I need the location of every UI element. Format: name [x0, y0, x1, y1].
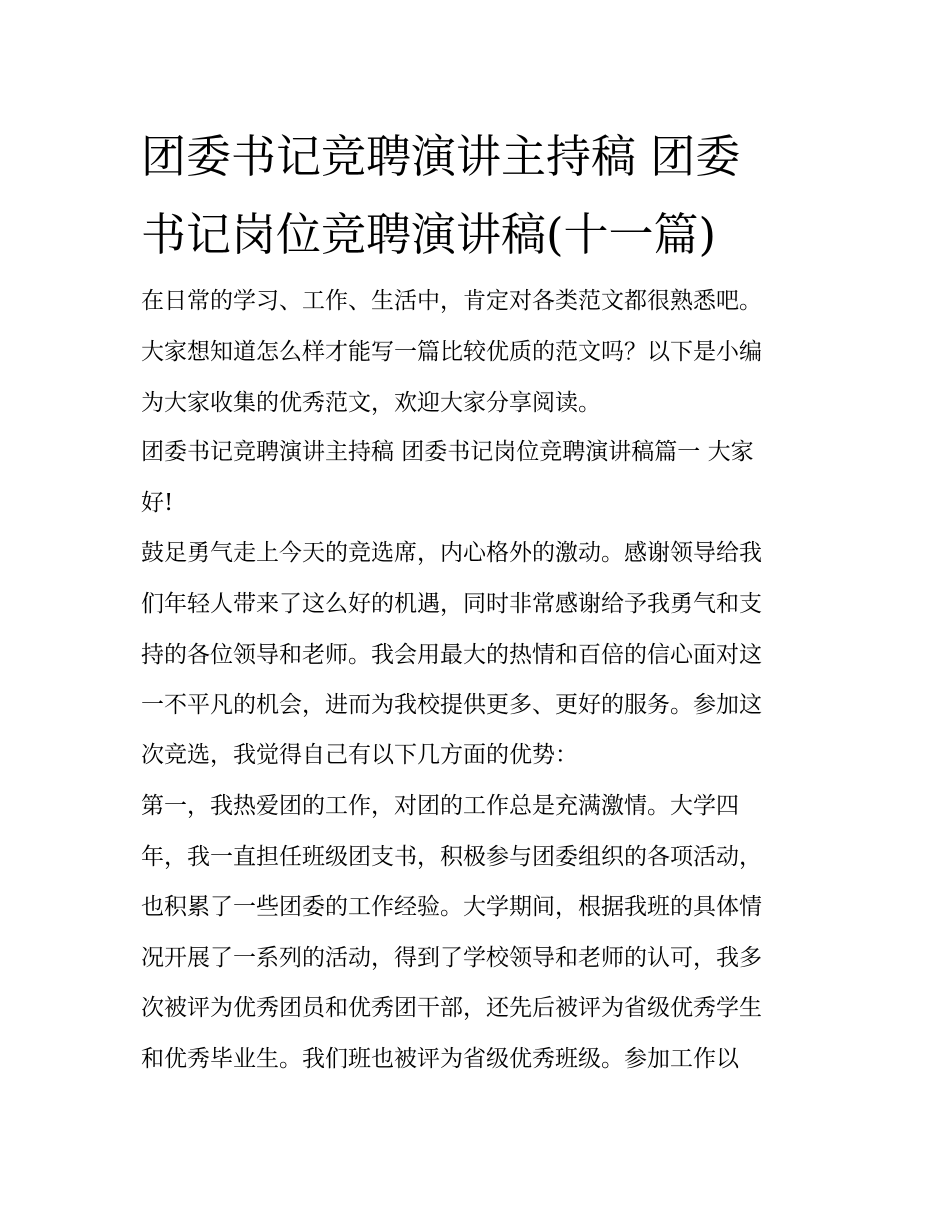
body-text-line: 持的各位领导和老师。我会用最大的热情和百倍的信心面对这	[141, 642, 762, 668]
body-text-line: 大家想知道怎么样才能写一篇比较优质的范文吗？以下是小编	[141, 339, 762, 365]
body-text-line: 和优秀毕业生。我们班也被评为省级优秀班级。参加工作以	[141, 1046, 739, 1072]
body-text-line: 一不平凡的机会，进而为我校提供更多、更好的服务。参加这	[141, 692, 762, 718]
body-text-line: 们年轻人带来了这么好的机遇，同时非常感谢给予我勇气和支	[141, 591, 762, 617]
body-text-line: 第一，我热爱团的工作，对团的工作总是充满激情。大学四	[141, 793, 739, 819]
body-text-line: 鼓足勇气走上今天的竞选席，内心格外的激动。感谢领导给我	[141, 540, 762, 566]
body-text-line: 次被评为优秀团员和优秀团干部，还先后被评为省级优秀学生	[141, 995, 762, 1021]
body-text-line: 也积累了一些团委的工作经验。大学期间，根据我班的具体情	[141, 894, 762, 920]
body-text-line: 为大家收集的优秀范文，欢迎大家分享阅读。	[141, 390, 601, 416]
body-text-line: 年，我一直担任班级团支书，积极参与团委组织的各项活动，	[141, 844, 762, 870]
body-text-line: 况开展了一系列的活动，得到了学校领导和老师的认可，我多	[141, 945, 762, 971]
body-text-line: 次竞选，我觉得自己有以下几方面的优势：	[141, 742, 578, 768]
title-line: 团委书记竞聘演讲主持稿 团委	[141, 130, 741, 183]
body-text-line: 好!	[141, 490, 174, 516]
title-line: 书记岗位竞聘演讲稿(十一篇)	[141, 208, 717, 261]
body-text-line: 团委书记竞聘演讲主持稿 团委书记岗位竞聘演讲稿篇一 大家	[141, 439, 754, 465]
document-title	[141, 118, 821, 274]
body-text-line: 在日常的学习、工作、生活中，肯定对各类范文都很熟悉吧。	[141, 288, 762, 314]
